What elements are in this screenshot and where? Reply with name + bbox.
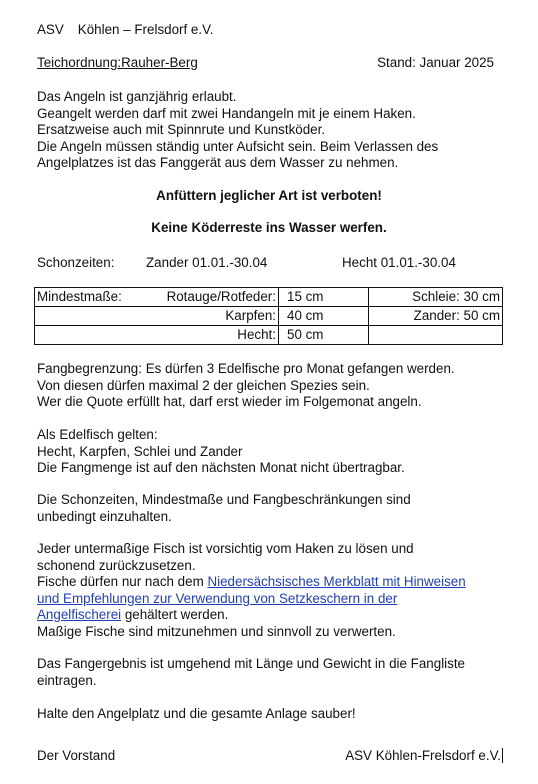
einhalten-line-2: unbedingt einzuhalten. bbox=[37, 508, 172, 524]
fish-name: Karpfen: bbox=[225, 308, 276, 323]
signature-left: Der Vorstand bbox=[37, 748, 116, 763]
org-header bbox=[37, 22, 214, 39]
fish-size: 40 cm bbox=[279, 307, 369, 326]
untermassig-line-5 bbox=[37, 607, 228, 624]
mindestmasse-label: Mindestmaße: bbox=[37, 289, 122, 304]
intro-line-2: Geangelt werden darf mit zwei Handangeln mit je einem Haken. bbox=[37, 105, 416, 121]
untermassig-line-6: Maßige Fische sind mitzunehmen und sinnvoll zu verwerten. bbox=[37, 623, 396, 639]
schonzeiten-label: Schonzeiten: bbox=[37, 255, 115, 270]
mindestmasse-table bbox=[34, 287, 503, 345]
fangbegrenzung-line-1: Fangbegrenzung: Es dürfen 3 Edelfische pro Monat gefangen werden. bbox=[37, 361, 455, 376]
edelfisch-line-1: Als Edelfisch gelten: bbox=[37, 427, 158, 442]
merkblatt-link-part-2[interactable]: und Empfehlungen zur Verwendung von Setzkeschern in der bbox=[37, 590, 398, 606]
merkblatt-link-part-1[interactable]: Niedersächsisches Merkblatt mit Hinweisen bbox=[207, 574, 466, 589]
table-row bbox=[35, 326, 503, 345]
einhalten-line-1: Die Schonzeiten, Mindestmaße und Fangbeschränkungen sind bbox=[37, 492, 411, 507]
untermassig-line-2: schonend zurückzusetzen. bbox=[37, 557, 196, 573]
table-row bbox=[35, 288, 503, 307]
fangbegrenzung-line-2: Von diesen dürfen maximal 2 der gleichen Spezies sein. bbox=[37, 377, 370, 393]
signature-right bbox=[345, 748, 503, 765]
document-title: Teichordnung:Rauher-Berg bbox=[37, 55, 198, 70]
text-cursor bbox=[502, 748, 503, 763]
fish-name: Rotauge/Rotfeder: bbox=[166, 289, 276, 304]
fangliste-line-2: eintragen. bbox=[37, 672, 97, 688]
table-row bbox=[35, 307, 503, 326]
untermassig-line-4 bbox=[37, 591, 397, 608]
rule-koederreste: Keine Köderreste ins Wasser werfen. bbox=[151, 220, 387, 235]
intro-line-4: Die Angeln müssen ständig unter Aufsicht sein. Beim Verlassen des bbox=[37, 138, 439, 154]
untermassig-text: gehältert werden. bbox=[121, 607, 229, 622]
sauber-line: Halte den Angelplatz und die gesamte Anlage sauber! bbox=[37, 706, 356, 721]
untermassig-line-1: Jeder untermaßige Fisch ist vorsichtig vom Haken zu lösen und bbox=[37, 541, 414, 556]
fangliste-line-1: Das Fangergebnis ist umgehend mit Länge und Gewicht in die Fangliste bbox=[37, 656, 466, 671]
signature-right-text: ASV Köhlen-Frelsdorf e.V. bbox=[345, 748, 501, 763]
fish-size: 15 cm bbox=[279, 288, 369, 307]
intro-line-5: Angelplatzes ist das Fanggerät aus dem Wasser zu nehmen. bbox=[37, 155, 399, 170]
intro-line-3: Ersatzweise auch mit Spinnrute und Kunstköder. bbox=[37, 122, 326, 137]
edelfisch-line-3: Die Fangmenge ist auf den nächsten Monat nicht übertragbar. bbox=[37, 460, 405, 475]
intro-line-1: Das Angeln ist ganzjährig erlaubt. bbox=[37, 89, 237, 104]
fish-right: Schleie: 30 cm bbox=[369, 288, 503, 307]
merkblatt-link-part-3[interactable]: Angelfischerei bbox=[37, 607, 122, 622]
org-short: ASV bbox=[37, 22, 64, 37]
fish-name: Hecht: bbox=[237, 327, 276, 342]
schonzeit-hecht: Hecht 01.01.-30.04 bbox=[342, 255, 456, 270]
fish-right bbox=[369, 326, 503, 345]
rule-anfuettern: Anfüttern jeglicher Art ist verboten! bbox=[156, 188, 382, 203]
untermassig-line-3 bbox=[37, 574, 466, 591]
fangbegrenzung-line-3: Wer die Quote erfüllt hat, darf erst wieder im Folgemonat angeln. bbox=[37, 394, 422, 409]
schonzeit-zander: Zander 01.01.-30.04 bbox=[146, 255, 268, 270]
untermassig-text: Fische dürfen nur nach dem bbox=[37, 574, 208, 589]
stand-date: Stand: Januar 2025 bbox=[377, 55, 494, 70]
edelfisch-line-2: Hecht, Karpfen, Schlei und Zander bbox=[37, 443, 243, 459]
fish-size: 50 cm bbox=[279, 326, 369, 345]
fish-right: Zander: 50 cm bbox=[369, 307, 503, 326]
org-name: Köhlen – Frelsdorf e.V. bbox=[77, 22, 214, 37]
